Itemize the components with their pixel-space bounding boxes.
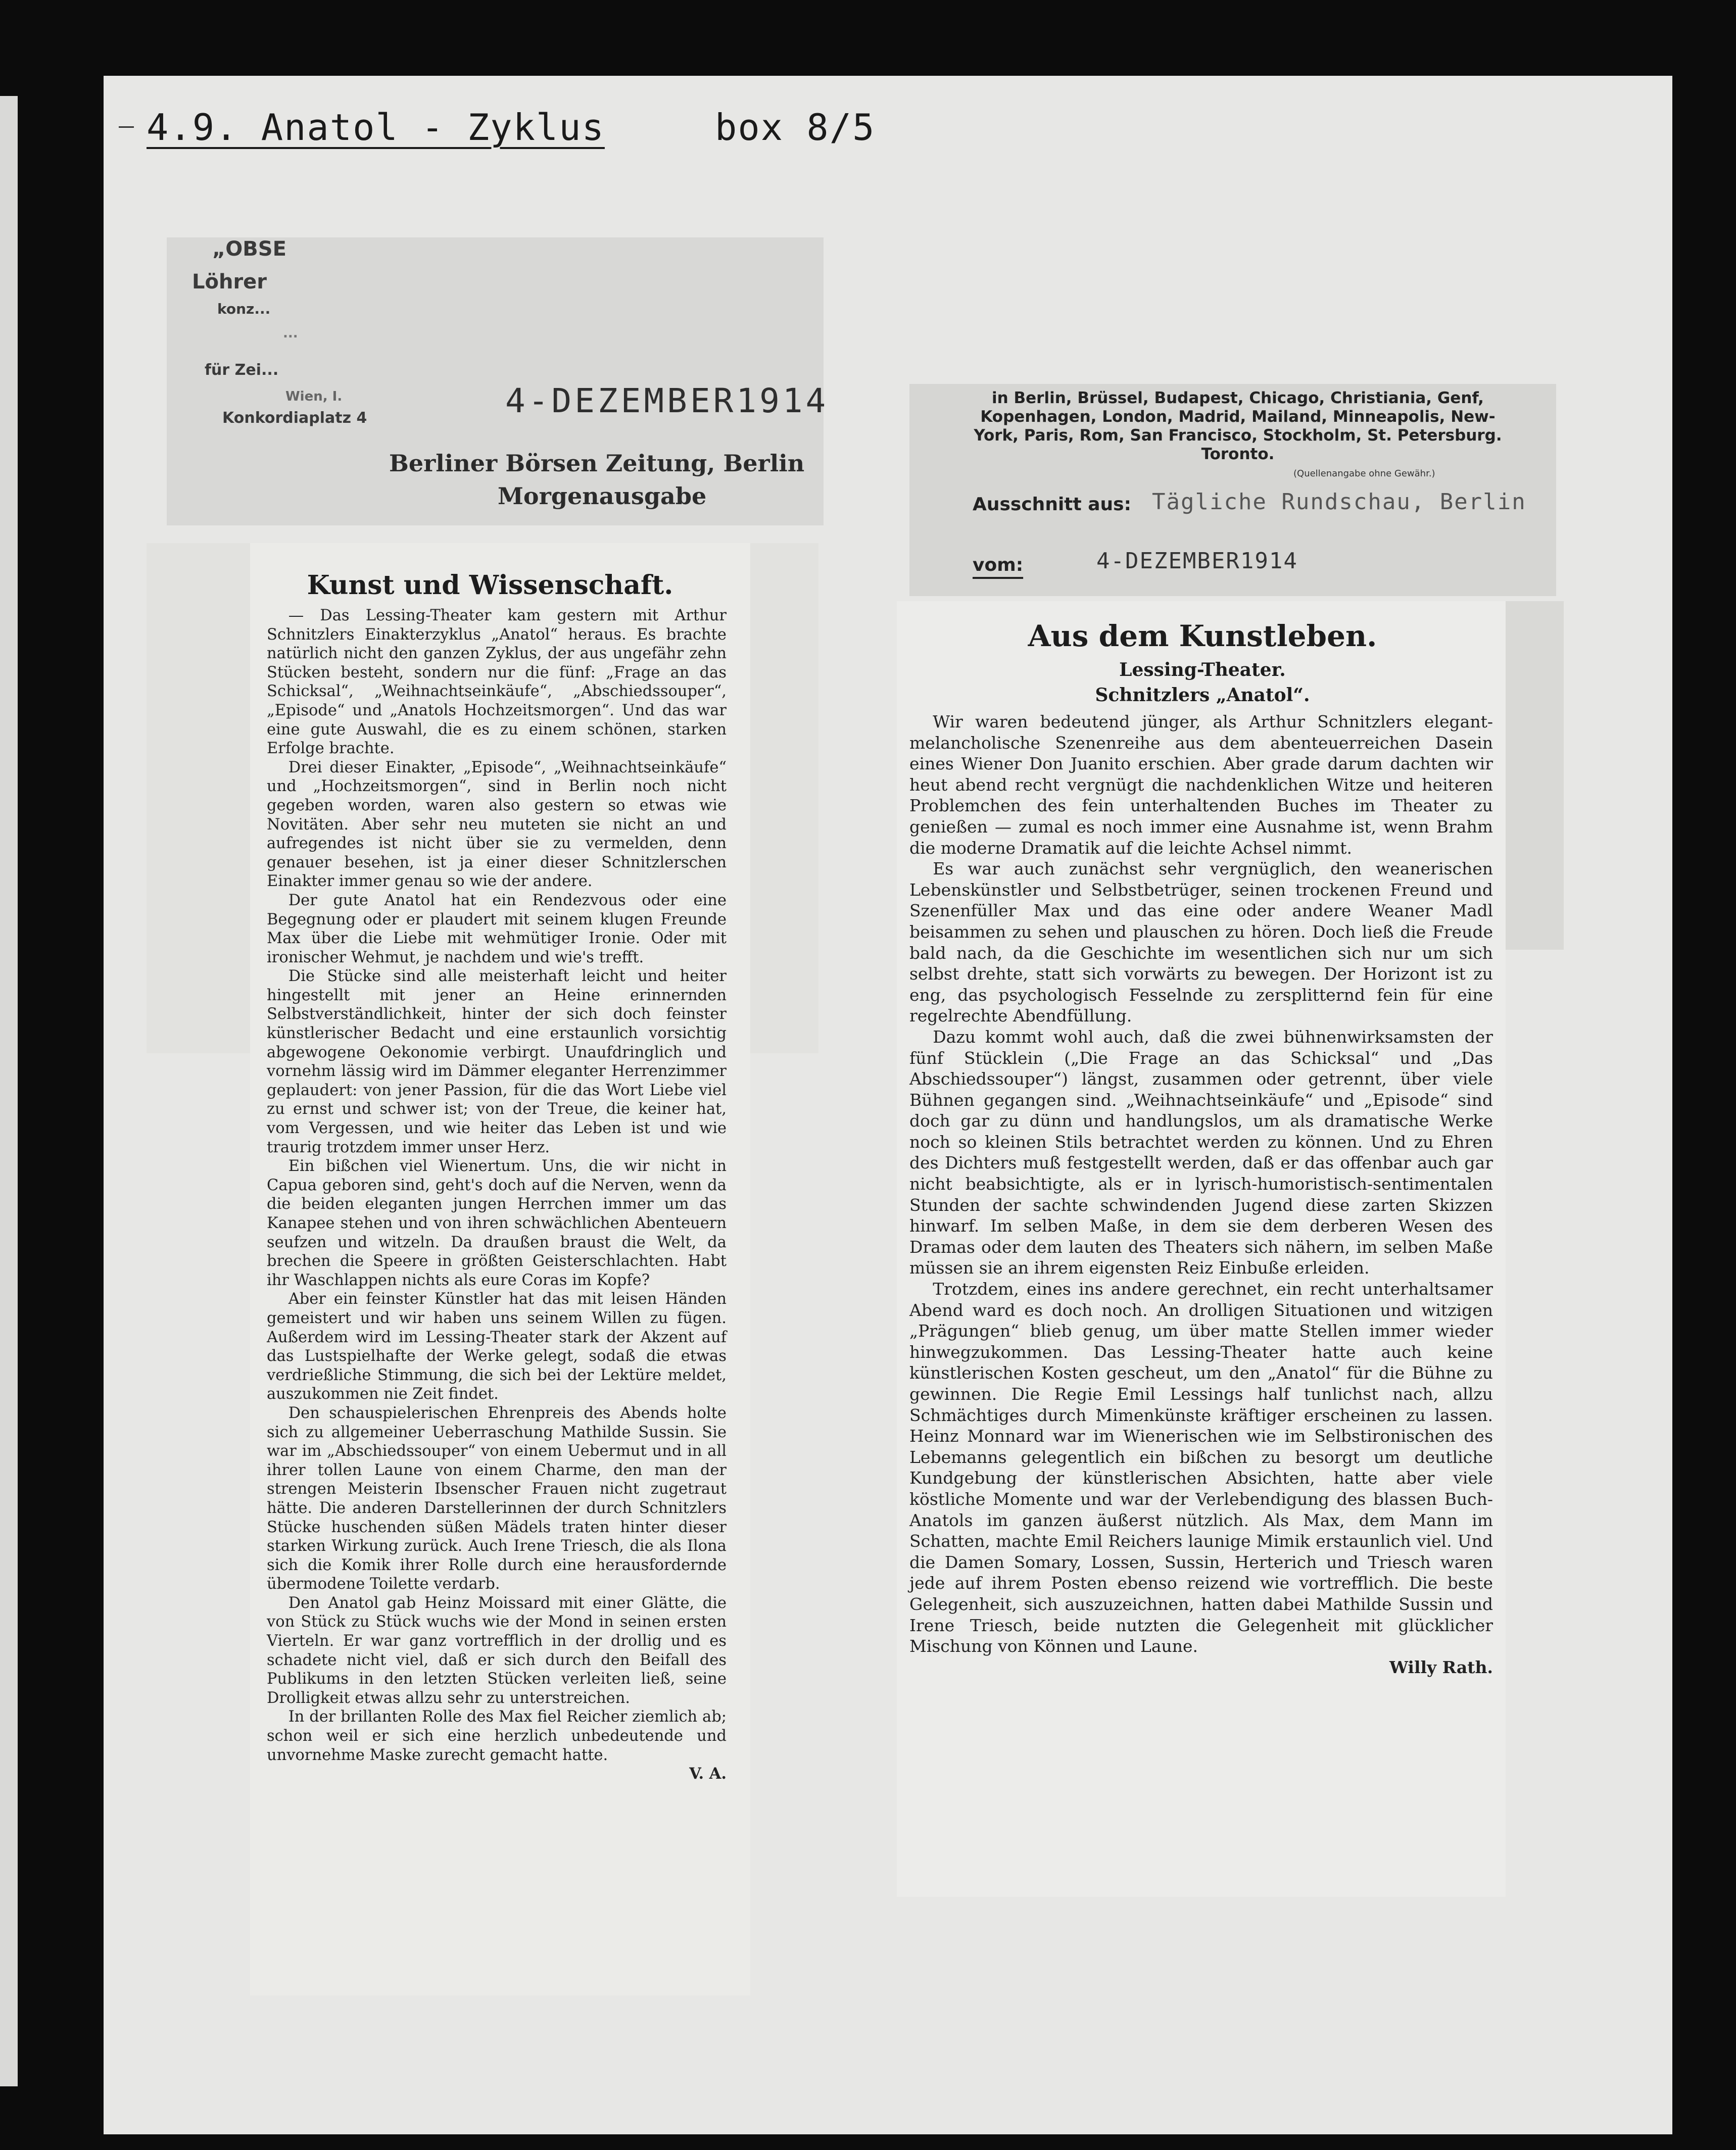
article-paragraph: Ein bißchen viel Wienertum. Uns, die wir nicht in Capua geboren sind, geht's doch auf die Nerven, wenn da die beiden eleganten jungen Herrchen immer um das Kanapee stehen und von ihren schwächlichen Abenteuern seufzen und witzeln. Da draußen braust die Welt, da brechen die Speere in größten Geisterschlachten. Habt ihr Waschlappen nichts als eure Coras im Kopfe? bbox=[267, 1157, 727, 1289]
agency-line: ... bbox=[283, 326, 298, 341]
agency-line: Löhrer bbox=[192, 270, 267, 294]
agency-line: Wien, I. bbox=[285, 389, 343, 404]
article-paragraph: Trotzdem, eines ins andere gerechnet, ein recht unterhaltsamer Abend ward es doch noch. An drolligen Situationen und witzigen „Prägungen“ blieb genug, um über matte Stellen immer wieder hinwegzukommen. Das Lessing-Theater hatte auch keine künstlerischen Kosten gescheut, um den „Anatol“ für die Bühne zu gewinnen. Die Regie Emil Lessings half tunlichst nach, allzu Schmächtiges durch Mimenkünste kräftiger erscheinen zu lassen. Heinz Monnard war im Wienerischen wie im Selbstironischen des Lebemanns gelegentlich ein bißchen zu besorgt um deutliche Kundgebung der künstlerischen Absichten, hatte aber viele köstliche Momente und war der Verlebendigung des blassen Buch-Anatols im ganzen äußerst nützlich. Als Max, dem Mann im Schatten, machte Emil Reichers launige Mimik erstaunlich viel. Und die Damen Somary, Lossen, Sussin, Herterich und Triesch waren jede auf ihrem Posten ebenso reizend wie vortrefflich. Die beste Gelegenheit, sich auszuzeichnen, hatten dabei Mathilde Sussin und Irene Triesch, beide nutzten die Gelegenheit mit glücklicher Mischung von Können und Laune. bbox=[909, 1279, 1493, 1656]
archive-title: 4.9. Anatol - Zyklus bbox=[147, 106, 605, 149]
source-label: Ausschnitt aus: bbox=[973, 494, 1131, 515]
article-paragraph: In der brillanten Rolle des Max fiel Reicher ziemlich ab; schon weil er sich eine herzlich unbedeutende und unvornehme Maske zurecht gemacht hatte. bbox=[267, 1708, 727, 1764]
article-paragraph: — Das Lessing-Theater kam gestern mit Arthur Schnitzlers Einakterzyklus „Anatol“ heraus. Es brachte natürlich nicht den ganzen Zyklus, der aus ungefähr zehn Stücken besteht, sondern nur die fünf: „Frage an das Schicksal“, „Weihnachtseinkäufe“, „Abschiedssouper“, „Episode“ und „Anatols Hochzeitsmorgen“. Und das war eine gute Auswahl, die es zu einem schönen, starken Erfolge brachte. bbox=[267, 607, 727, 758]
article-signature: V. A. bbox=[689, 1765, 727, 1783]
date-value: 4-DEZEMBER1914 bbox=[1096, 548, 1298, 574]
date-label: vom: bbox=[973, 555, 1024, 575]
agency-line: „OBSE bbox=[212, 237, 286, 261]
article-paragraph: Aber ein feinster Künstler hat das mit leisen Händen gemeistert und wir haben uns seinem Willen zu fügen. Außerdem wird im Lessing-Theater stark der Akzent auf das Lustspielhafte der Werke gelegt, sodaß die etwas verdrießliche Stimmung, die sich bei der Lektüre meldet, auszukommen nie Zeit findet. bbox=[267, 1290, 727, 1403]
archive-header bbox=[147, 106, 876, 167]
article-paragraph: Dazu kommt wohl auch, daß die zwei bühnenwirksamsten der fünf Stücklein („Die Frage an das Schicksal“ und „Das Abschiedssouper“) längst, zusammen oder getrennt, über viele Bühnen gegangen sind. „Weihnachtseinkäufe“ und „Episode“ sind doch gar zu dünn und handlungslos, um als dramatische Werke noch so kleinen Stils betrachtet werden zu können. Und zu Ehren des Dichters muß festgestellt werden, daß er das offenbar auch gar nicht beabsichtigte, als er in lyrisch-humoristisch-sentimentalen Stunden der sachte schwindenden Jugend diese zarten Skizzen hinwarf. Im selben Maße, in dem sie dem derberen Wesen des Dramas oder dem lauten des Theaters sich nähern, im selben Maße müssen sie an ihrem eigensten Reiz Einbuße erleiden. bbox=[909, 1027, 1493, 1278]
article-paragraph: Es war auch zunächst sehr vergnüglich, den weanerischen Lebenskünstler und Selbstbetrüger, seinen trockenen Freund und Szenenfüller Max und das eine oder andere Weaner Madl beisammen zu sehen und plauschen zu hören. Doch ließ die Freude bald nach, da die Geschichte im wesentlichen sich nur um sich selbst drehte, statt sich vorwärts zu bewegen. Der Horizont ist zu eng, das psychologisch Fesselnde zu zersplitternd fein für eine regelrechte Abendfüllung. bbox=[909, 859, 1493, 1026]
article-signature: Willy Rath. bbox=[1389, 1657, 1493, 1677]
clipping-right-subheading-2: Schnitzlers „Anatol“. bbox=[1095, 685, 1310, 706]
source-value: Tägliche Rundschau, Berlin bbox=[1152, 489, 1526, 515]
clipping-left-body bbox=[267, 606, 727, 1784]
article-paragraph: Wir waren bedeutend jünger, als Arthur Schnitzlers elegant-melancholische Szenenreihe aus dem abenteuerreichen Dasein eines Wiener Don Juanito erschien. Aber grade darum dachten wir heut abend recht vergnügt die nachdenklichen Witze und heiteren Problemchen des fein unterhaltenden Buches im Theater zu genießen — zumal es noch immer eine Ausnahme ist, wenn Brahm die moderne Dramatik auf die leichte Achsel nimmt. bbox=[909, 712, 1493, 858]
agency-line: Konkordiaplatz 4 bbox=[222, 409, 367, 427]
agency-line: für Zei... bbox=[205, 361, 279, 379]
article-paragraph: Den schauspielerischen Ehrenpreis des Abends holte sich zu allgemeiner Ueberraschung Mathilde Sussin. Sie war im „Abschiedssouper“ von einem Uebermut und in all ihrer tollen Laune von einem Charme, den man der strengen Meisterin Ibsenscher Frauen nicht zugetraut hätte. Die anderen Darstellerinnen der durch Schnitzlers Stücke huschenden süßen Mädels traten hinter dieser starken Wirkung zurück. Auch Irene Triesch, die als Ilona sich die Komik ihrer Rolle durch eine herausfordernde übermodene Toilette verdarb. bbox=[267, 1404, 727, 1593]
adjacent-page-edge bbox=[0, 96, 18, 2086]
clipping-right-edge bbox=[1496, 601, 1564, 950]
agency-cities: in Berlin, Brüssel, Budapest, Chicago, Christiania, Genf, Kopenhagen, London, Madrid, Mailand, Minneapolis, New-York, Paris, Rom, San Francisco, Stockholm, St. Petersburg. Toronto. bbox=[974, 389, 1502, 463]
agency-note: (Quellenangabe ohne Gewähr.) bbox=[1293, 468, 1435, 479]
box-number: box 8/5 bbox=[715, 106, 876, 149]
clipping-left-heading: Kunst und Wissenschaft. bbox=[307, 570, 673, 601]
article-paragraph: Der gute Anatol hat ein Rendezvous oder eine Begegnung oder er plaudert mit seinem klugen Freunde Max über die Liebe mit wehmütiger Ironie. Oder mit ironischer Wehmut, je nachdem und wie's trefft. bbox=[267, 891, 727, 966]
date-stamp-left: 4-DEZEMBER1914 bbox=[505, 381, 829, 420]
header-dash bbox=[119, 126, 134, 128]
clipping-right-heading: Aus dem Kunstleben. bbox=[1028, 619, 1377, 653]
clipping-right-body bbox=[909, 711, 1493, 1678]
article-paragraph: Drei dieser Einakter, „Episode“, „Weihnachtseinkäufe“ und „Hochzeitsmorgen“, sind in Berlin noch nicht gegeben worden, waren also gestern so etwas wie Novitäten. Aber sehr neu muteten sie nicht an und aufregendes ist nicht über sie zu vermelden, denn genauer besehen, ist ja einer dieser Schnitzlerschen Einakter immer genau so wie der andere. bbox=[267, 758, 727, 891]
clipping-right-subheading: Lessing-Theater. bbox=[1119, 659, 1286, 680]
edition-name-left: Morgenausgabe bbox=[498, 482, 707, 510]
newspaper-name-left: Berliner Börsen Zeitung, Berlin bbox=[389, 450, 805, 477]
agency-line: konz... bbox=[217, 301, 271, 317]
article-paragraph: Die Stücke sind alle meisterhaft leicht und heiter hingestellt mit jener an Heine erinnernden Selbstverständlichkeit, hinter der sich doch feinster künstlerischer Bedacht und eine erstaunlich vorsichtig abgewogene Oekonomie verbirgt. Unaufdringlich und vornehm lässig wird im Dämmer eleganter Herrenzimmer geplaudert: von jener Passion, für die das Wort Liebe viel zu ernst und schwer ist; von der Treue, die keiner hat, vom Vergessen, und wie heiter das Leben ist und wie traurig trotzdem immer unser Herz. bbox=[267, 967, 727, 1156]
article-paragraph: Den Anatol gab Heinz Moissard mit einer Glätte, die von Stück zu Stück wuchs wie der Mond in seinen ersten Vierteln. Er war ganz vortrefflich in der drollig und es schadete nicht viel, daß er sich durch den Beifall des Publikums in den letzten Stücken verleiten ließ, seine Drolligkeit etwas allzu sehr zu unterstreichen. bbox=[267, 1594, 727, 1707]
